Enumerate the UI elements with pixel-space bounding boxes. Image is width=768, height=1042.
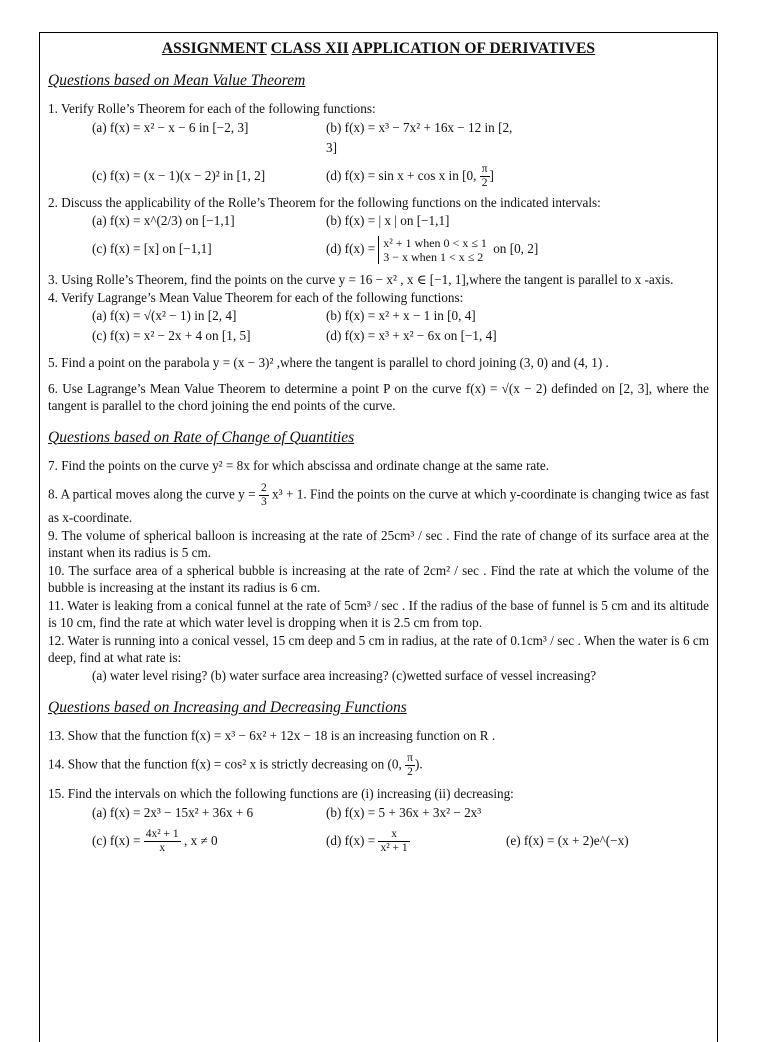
question-15: 15. Find the intervals on which the following functions are (i) increasing (ii) decreasing: [48,786,514,801]
question-15b: (b) f(x) = 5 + 36x + 3x² − 2x³ [326,804,482,820]
question-14-close: ). [414,756,423,772]
question-1b: (b) f(x) = x³ − 7x² + 16x − 12 in [2, 3] [326,119,513,155]
question-4d: (d) f(x) = x³ + x² − 6x on [−1, 4] [326,328,497,343]
question-1d-text: (d) f(x) = sin x + cos x in [0, [326,167,480,183]
title-class: CLASS XII [270,40,349,57]
question-15c-text: (c) f(x) = [92,832,144,848]
question-2d [326,231,606,267]
question-12: 12. Water is running into a conical vessel, 15 cm deep and 5 cm in radius, at the rate of 0.1cm³ / sec . When the water is 6 cm deep, find at what rate is: [48,632,709,665]
question-2d-text: (d) f(x) = [326,241,376,256]
question-14-text: 14. Show that the function f(x) = cos² x is strictly decreasing on (0, [48,756,406,772]
question-15d [326,823,506,859]
title-assignment: ASSIGNMENT [161,40,267,57]
question-2: 2. Discuss the applicability of the Rolle’s Theorem for the following functions on the indicated intervals: [48,194,601,210]
question-10: 10. The surface area of a spherical bubble is increasing at the rate of 2cm² / sec . Find the rate at which the volume of the bubble is increasing at the instant its radius is 6 cm. [48,562,709,595]
question-4-row-1 [48,306,709,326]
fraction-numerator: x [378,828,409,842]
question-8-text: 8. A partical moves along the curve y = [48,486,259,502]
piecewise-line-2: 3 − x when 1 < x ≤ 2 [383,249,484,264]
page-title [48,40,709,58]
question-4c: (c) f(x) = x² − 2x + 4 on [1, 5] [92,328,251,343]
question-1a: (a) f(x) = x² − x − 6 in [−2, 3] [92,119,249,135]
section-heading-mvt: Questions based on Mean Value Theorem [48,72,306,89]
fraction-pi-over-2 [405,752,415,779]
title-topic: APPLICATION OF DERIVATIVES [351,40,596,57]
question-15c [92,823,326,859]
fraction-denominator: x [159,841,166,854]
fraction-denominator: 3 [260,496,267,508]
question-7: 7. Find the points on the curve y² = 8x for which abscissa and ordinate change at the same rate. [48,457,550,473]
question-15-row-2 [48,823,709,859]
question-1d [326,158,526,194]
question-2-row-1 [48,211,709,231]
fraction-denominator: x² + 1 [380,841,408,854]
question-4: 4. Verify Lagrange’s Mean Value Theorem for each of the following functions: [48,289,464,305]
section-heading-rate: Questions based on Rate of Change of Quantities [48,428,355,446]
question-2a: (a) f(x) = x^(2/3) on [−1,1] [92,213,235,228]
fraction-pi-over-2 [480,163,490,190]
piecewise-line-1: x² + 1 when 0 < x ≤ 1 [383,235,487,250]
question-1c: (c) f(x) = (x − 1)(x − 2)² in [1, 2] [92,167,266,183]
question-1-row-2 [48,158,709,194]
fraction-numerator: 4x² + 1 [145,827,179,840]
question-12-parts: (a) water level rising? (b) water surface area increasing? (c)wetted surface of vessel increasing? [92,667,597,683]
question-14 [48,752,709,779]
question-2b: (b) f(x) = | x | on [−1,1] [326,213,450,228]
question-4-row-2 [48,326,709,346]
assignment-page [39,32,718,1042]
question-9: 9. The volume of spherical balloon is increasing at the rate of 25cm³ / sec . Find the rate of change of its surface area at the instant when its radius is 5 cm. [48,527,709,560]
question-4b: (b) f(x) = x² + x − 1 in [0, 4] [326,308,476,323]
question-4a: (a) f(x) = √(x² − 1) in [2, 4] [92,308,237,323]
question-5: 5. Find a point on the parabola y = (x − 3)² ,where the tangent is parallel to chord joining (3, 0) and (4, 1) . [48,355,609,370]
question-15e: (e) f(x) = (x + 2)e^(−x) [506,832,629,848]
question-3: 3. Using Rolle’s Theorem, find the points on the curve y = 16 − x² , x ∈ [−1, 1],where the tangent is parallel to x -axis. [48,272,674,287]
fraction-15c [144,828,181,855]
question-1d-close: ] [489,167,494,183]
section-heading-incdec: Questions based on Increasing and Decreasing Functions [48,698,407,716]
question-8 [48,482,709,527]
question-13: 13. Show that the function f(x) = x³ − 6x² + 12x − 18 is an increasing function on R . [48,727,496,743]
fraction-denominator: 2 [407,766,413,778]
question-11: 11. Water is leaking from a conical funnel at the rate of 5cm³ / sec . If the radius of the base of funnel is 5 cm and its altitude is 10 cm, find the rate at which water level is dropping when it is 2.5 cm from top. [48,597,709,630]
piecewise-definition [378,236,487,264]
question-2d-interval: on [0, 2] [489,241,539,256]
question-1: 1. Verify Rolle’s Theorem for each of the following functions: [48,101,376,116]
question-2c: (c) f(x) = [x] on [−1,1] [92,241,212,256]
fraction-denominator: 2 [481,176,488,189]
question-15d-text: (d) f(x) = [326,832,379,848]
fraction-numerator: π [481,162,488,175]
question-2-row-2 [48,231,709,267]
fraction-numerator: 2 [260,482,267,494]
question-15a: (a) f(x) = 2x³ − 15x² + 36x + 6 [92,804,254,820]
question-8-rest: x³ + 1. Find the points on the curve at which y-coordinate is changing twice as fast as x-coordinate. [48,486,709,525]
fraction-numerator: π [407,752,413,764]
fraction-two-thirds [259,482,269,509]
question-6: 6. Use Lagrange’s Mean Value Theorem to determine a point P on the curve f(x) = √(x − 2) definded on [2, 3], where the tangent is parallel to the chord joining the end points of the curve. [48,380,709,413]
fraction-15d [378,828,409,855]
question-1-row-1 [48,118,709,158]
question-15c-condition: , x ≠ 0 [180,832,218,848]
question-15-row-1 [48,803,709,823]
